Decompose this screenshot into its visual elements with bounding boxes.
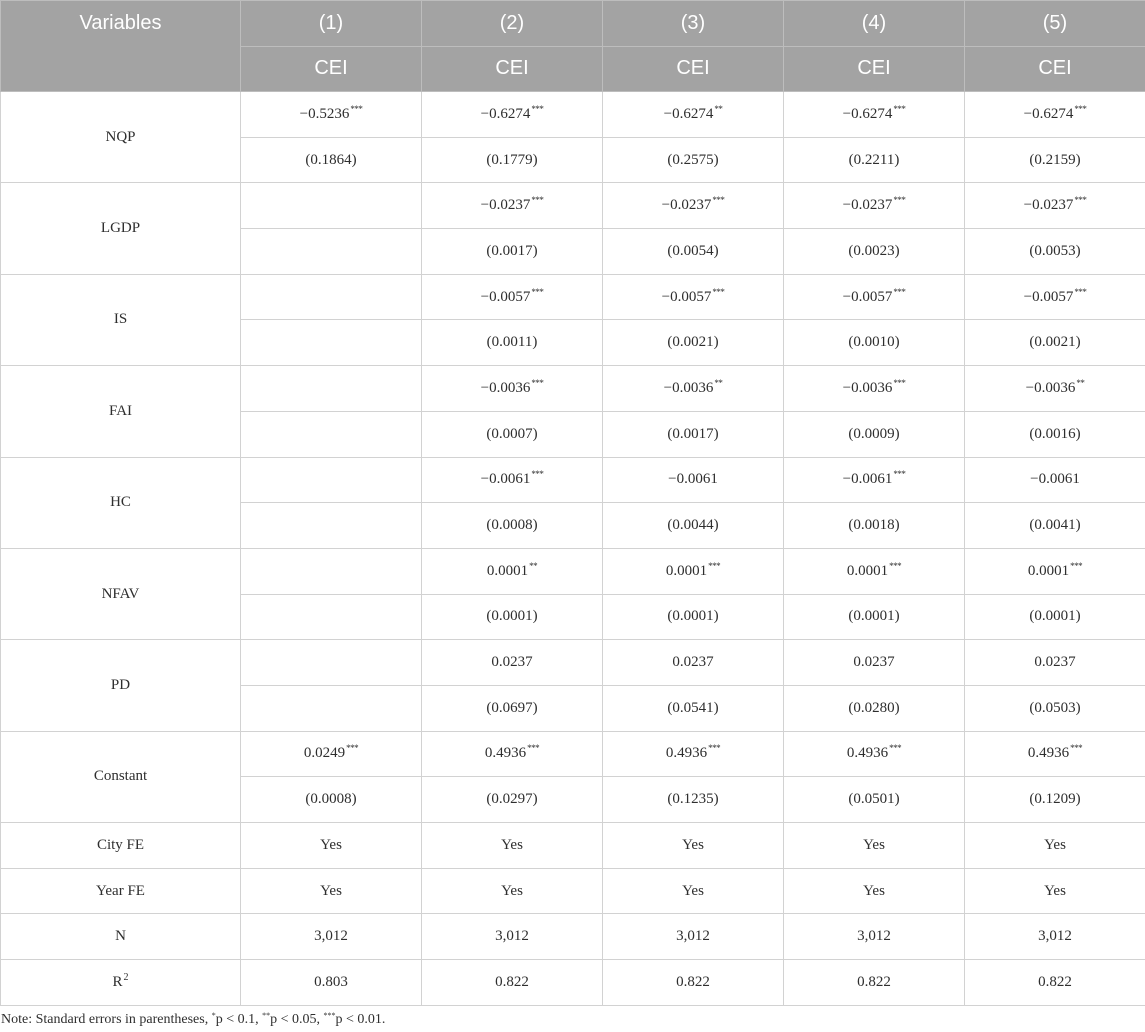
coefficient-value: 0.4936 [484, 745, 527, 762]
coefficient-value: 0.0001 [665, 562, 708, 579]
coefficient-cell [422, 366, 603, 412]
summary-value-cell: Yes [241, 823, 422, 869]
standard-error-cell [241, 320, 422, 366]
significance-stars: *** [889, 560, 902, 571]
coefficient-value: −0.0036 [663, 379, 714, 396]
coefficient-row-nqp [1, 92, 1145, 138]
standard-error-cell: (0.0021) [965, 320, 1145, 366]
significance-stars: *** [893, 286, 906, 297]
standard-error-cell: (0.0697) [422, 685, 603, 731]
significance-stars: *** [712, 286, 725, 297]
header-model-2: (2) [422, 1, 603, 47]
significance-stars: *** [1074, 195, 1087, 206]
summary-value-cell: Yes [422, 868, 603, 914]
summary-value-cell: Yes [784, 868, 965, 914]
standard-error-cell: (0.2575) [603, 137, 784, 183]
standard-error-cell: (0.0017) [603, 411, 784, 457]
coefficient-row-fai [1, 366, 1145, 412]
summary-value-cell: 0.803 [241, 960, 422, 1006]
standard-error-cell: (0.0023) [784, 229, 965, 275]
coefficient-value: −0.0061 [842, 471, 893, 488]
coefficient-value: −0.0061 [668, 471, 718, 488]
summary-value-cell: 0.822 [422, 960, 603, 1006]
variable-label-hc: HC [1, 457, 241, 548]
significance-stars: *** [531, 286, 544, 297]
coefficient-cell [422, 457, 603, 503]
header-dependent-variable-4: CEI [784, 46, 965, 92]
summary-value-cell: 0.822 [965, 960, 1145, 1006]
summary-value-cell: Yes [241, 868, 422, 914]
significance-stars: *** [889, 743, 902, 754]
summary-value-cell: Yes [965, 823, 1145, 869]
header-dependent-variable-5: CEI [965, 46, 1145, 92]
standard-error-cell: (0.0016) [965, 411, 1145, 457]
header-row-model-numbers [1, 1, 1145, 47]
coefficient-cell [784, 457, 965, 503]
coefficient-cell [784, 640, 965, 686]
significance-stars: *** [893, 195, 906, 206]
table-body [1, 92, 1145, 1006]
coefficient-cell [965, 183, 1145, 229]
coefficient-cell [603, 274, 784, 320]
coefficient-cell [965, 366, 1145, 412]
coefficient-value: −0.6274 [480, 105, 531, 122]
note-prefix: Note: Standard errors in parentheses, [1, 1012, 209, 1027]
coefficient-row-nfav [1, 548, 1145, 594]
note-stars-3: *** [323, 1011, 336, 1020]
standard-error-cell: (0.0053) [965, 229, 1145, 275]
standard-error-cell: (0.0001) [784, 594, 965, 640]
standard-error-cell: (0.0280) [784, 685, 965, 731]
coefficient-cell [603, 548, 784, 594]
variable-label-nfav: NFAV [1, 548, 241, 639]
standard-error-cell: (0.0018) [784, 503, 965, 549]
coefficient-cell [965, 92, 1145, 138]
summary-label [1, 823, 241, 869]
coefficient-value: −0.0057 [1023, 288, 1074, 305]
significance-stars: ** [714, 377, 723, 388]
coefficient-value: 0.0001 [846, 562, 889, 579]
standard-error-cell: (0.0541) [603, 685, 784, 731]
standard-error-cell: (0.1779) [422, 137, 603, 183]
standard-error-cell [241, 411, 422, 457]
standard-error-cell [241, 594, 422, 640]
coefficient-row-constant [1, 731, 1145, 777]
coefficient-cell [603, 183, 784, 229]
standard-error-cell: (0.0501) [784, 777, 965, 823]
coefficient-value: −0.0237 [1023, 197, 1074, 214]
coefficient-value: −0.0061 [480, 471, 531, 488]
note-threshold-2: p < 0.05, [270, 1012, 321, 1027]
significance-stars: *** [1070, 560, 1083, 571]
summary-value-cell: Yes [784, 823, 965, 869]
standard-error-cell: (0.0008) [422, 503, 603, 549]
standard-error-cell [241, 503, 422, 549]
header-model-1: (1) [241, 1, 422, 47]
coefficient-cell [241, 92, 422, 138]
coefficient-cell [422, 183, 603, 229]
header-variables-label: Variables [1, 1, 241, 92]
summary-value-cell: 3,012 [422, 914, 603, 960]
significance-stars: *** [712, 195, 725, 206]
summary-row [1, 914, 1145, 960]
coefficient-value: −0.0036 [480, 379, 531, 396]
summary-value-cell: 3,012 [241, 914, 422, 960]
summary-label-text: City FE [96, 836, 145, 853]
coefficient-value: 0.0237 [672, 654, 714, 671]
significance-stars: *** [531, 103, 544, 114]
coefficient-row-lgdp [1, 183, 1145, 229]
summary-label-text: Year FE [96, 882, 145, 899]
standard-error-cell: (0.0044) [603, 503, 784, 549]
significance-stars: *** [1074, 103, 1087, 114]
coefficient-cell [784, 183, 965, 229]
coefficient-value: 0.0001 [486, 562, 529, 579]
summary-label-text: R [112, 973, 123, 990]
summary-label [1, 868, 241, 914]
standard-error-cell [241, 685, 422, 731]
coefficient-value: −0.6274 [842, 105, 893, 122]
coefficient-cell [241, 457, 422, 503]
coefficient-cell [241, 274, 422, 320]
summary-row [1, 823, 1145, 869]
note-stars-1: * [211, 1011, 216, 1020]
note-threshold-3: p < 0.01. [335, 1012, 386, 1027]
significance-stars: *** [531, 377, 544, 388]
significance-stars: *** [527, 743, 540, 754]
standard-error-cell: (0.0503) [965, 685, 1145, 731]
header-model-3: (3) [603, 1, 784, 47]
significance-stars: *** [531, 195, 544, 206]
significance-stars: *** [893, 469, 906, 480]
summary-label [1, 960, 241, 1006]
coefficient-value: 0.4936 [1027, 745, 1070, 762]
coefficient-cell [965, 548, 1145, 594]
coefficient-cell [603, 731, 784, 777]
standard-error-cell: (0.1864) [241, 137, 422, 183]
header-model-4: (4) [784, 1, 965, 47]
summary-label-superscript: 2 [123, 971, 129, 983]
coefficient-row-hc [1, 457, 1145, 503]
coefficient-cell [422, 274, 603, 320]
standard-error-cell: (0.2159) [965, 137, 1145, 183]
summary-label [1, 914, 241, 960]
header-dependent-variable-2: CEI [422, 46, 603, 92]
summary-value-cell: 0.822 [603, 960, 784, 1006]
coefficient-value: −0.0237 [661, 197, 712, 214]
standard-error-cell: (0.0021) [603, 320, 784, 366]
coefficient-value: −0.0057 [661, 288, 712, 305]
coefficient-cell [422, 548, 603, 594]
standard-error-cell: (0.0011) [422, 320, 603, 366]
coefficient-row-pd [1, 640, 1145, 686]
significance-stars: *** [350, 103, 363, 114]
coefficient-value: −0.5236 [299, 105, 350, 122]
summary-value-cell: 0.822 [784, 960, 965, 1006]
coefficient-value: 0.4936 [665, 745, 708, 762]
coefficient-value: −0.6274 [663, 105, 714, 122]
coefficient-value: −0.0237 [480, 197, 531, 214]
standard-error-cell: (0.1209) [965, 777, 1145, 823]
variable-label-nqp: NQP [1, 92, 241, 183]
summary-label-text: N [115, 928, 126, 945]
significance-stars: *** [1074, 286, 1087, 297]
summary-value-cell: Yes [603, 823, 784, 869]
standard-error-cell: (0.0001) [965, 594, 1145, 640]
significance-stars: ** [1076, 377, 1085, 388]
coefficient-cell [965, 731, 1145, 777]
coefficient-cell [241, 731, 422, 777]
coefficient-value: 0.0237 [853, 654, 895, 671]
variable-label-is: IS [1, 274, 241, 365]
variable-label-lgdp: LGDP [1, 183, 241, 274]
summary-row [1, 960, 1145, 1006]
coefficient-cell [241, 183, 422, 229]
standard-error-cell: (0.0010) [784, 320, 965, 366]
summary-value-cell: 3,012 [603, 914, 784, 960]
coefficient-value: 0.0237 [491, 654, 533, 671]
coefficient-row-is [1, 274, 1145, 320]
summary-value-cell: 3,012 [965, 914, 1145, 960]
coefficient-cell [603, 457, 784, 503]
standard-error-cell: (0.0009) [784, 411, 965, 457]
coefficient-cell [784, 274, 965, 320]
standard-error-cell: (0.0007) [422, 411, 603, 457]
coefficient-cell [603, 92, 784, 138]
table-header [1, 1, 1145, 92]
note-stars-2: ** [262, 1011, 271, 1020]
header-dependent-variable-3: CEI [603, 46, 784, 92]
coefficient-cell [422, 640, 603, 686]
standard-error-cell: (0.0008) [241, 777, 422, 823]
summary-value-cell: Yes [603, 868, 784, 914]
significance-stars: *** [346, 743, 359, 754]
standard-error-cell: (0.0297) [422, 777, 603, 823]
standard-error-cell: (0.2211) [784, 137, 965, 183]
coefficient-cell [241, 366, 422, 412]
coefficient-value: −0.0237 [842, 197, 893, 214]
coefficient-cell [784, 548, 965, 594]
note-threshold-1: p < 0.1, [215, 1012, 259, 1027]
standard-error-cell: (0.0001) [603, 594, 784, 640]
significance-stars: *** [1070, 743, 1083, 754]
standard-error-cell: (0.0001) [422, 594, 603, 640]
table-note [1, 1011, 385, 1030]
coefficient-value: −0.0057 [480, 288, 531, 305]
coefficient-value: −0.0061 [1030, 471, 1080, 488]
standard-error-cell: (0.0054) [603, 229, 784, 275]
header-model-5: (5) [965, 1, 1145, 47]
coefficient-cell [603, 640, 784, 686]
coefficient-value: 0.0249 [303, 745, 346, 762]
coefficient-value: −0.0036 [842, 379, 893, 396]
coefficient-value: −0.0036 [1025, 379, 1076, 396]
coefficient-cell [784, 366, 965, 412]
summary-row [1, 868, 1145, 914]
coefficient-cell [422, 731, 603, 777]
significance-stars: ** [714, 103, 723, 114]
significance-stars: *** [531, 469, 544, 480]
coefficient-cell [422, 92, 603, 138]
coefficient-cell [965, 457, 1145, 503]
coefficient-cell [965, 274, 1145, 320]
significance-stars: *** [893, 103, 906, 114]
coefficient-cell [784, 92, 965, 138]
standard-error-cell: (0.0017) [422, 229, 603, 275]
standard-error-cell: (0.1235) [603, 777, 784, 823]
summary-value-cell: 3,012 [784, 914, 965, 960]
significance-stars: *** [893, 377, 906, 388]
significance-stars: ** [529, 560, 538, 571]
coefficient-value: −0.6274 [1023, 105, 1074, 122]
significance-stars: *** [708, 743, 721, 754]
coefficient-cell [241, 548, 422, 594]
standard-error-cell [241, 229, 422, 275]
coefficient-cell [603, 366, 784, 412]
coefficient-value: 0.4936 [846, 745, 889, 762]
variable-label-constant: Constant [1, 731, 241, 822]
standard-error-cell: (0.0041) [965, 503, 1145, 549]
variable-label-pd: PD [1, 640, 241, 731]
summary-value-cell: Yes [422, 823, 603, 869]
header-dependent-variable-1: CEI [241, 46, 422, 92]
summary-value-cell: Yes [965, 868, 1145, 914]
coefficient-cell [241, 640, 422, 686]
variable-label-fai: FAI [1, 366, 241, 457]
coefficient-value: −0.0057 [842, 288, 893, 305]
coefficient-cell [784, 731, 965, 777]
significance-stars: *** [708, 560, 721, 571]
coefficient-value: 0.0001 [1027, 562, 1070, 579]
coefficient-cell [965, 640, 1145, 686]
coefficient-value: 0.0237 [1034, 654, 1076, 671]
